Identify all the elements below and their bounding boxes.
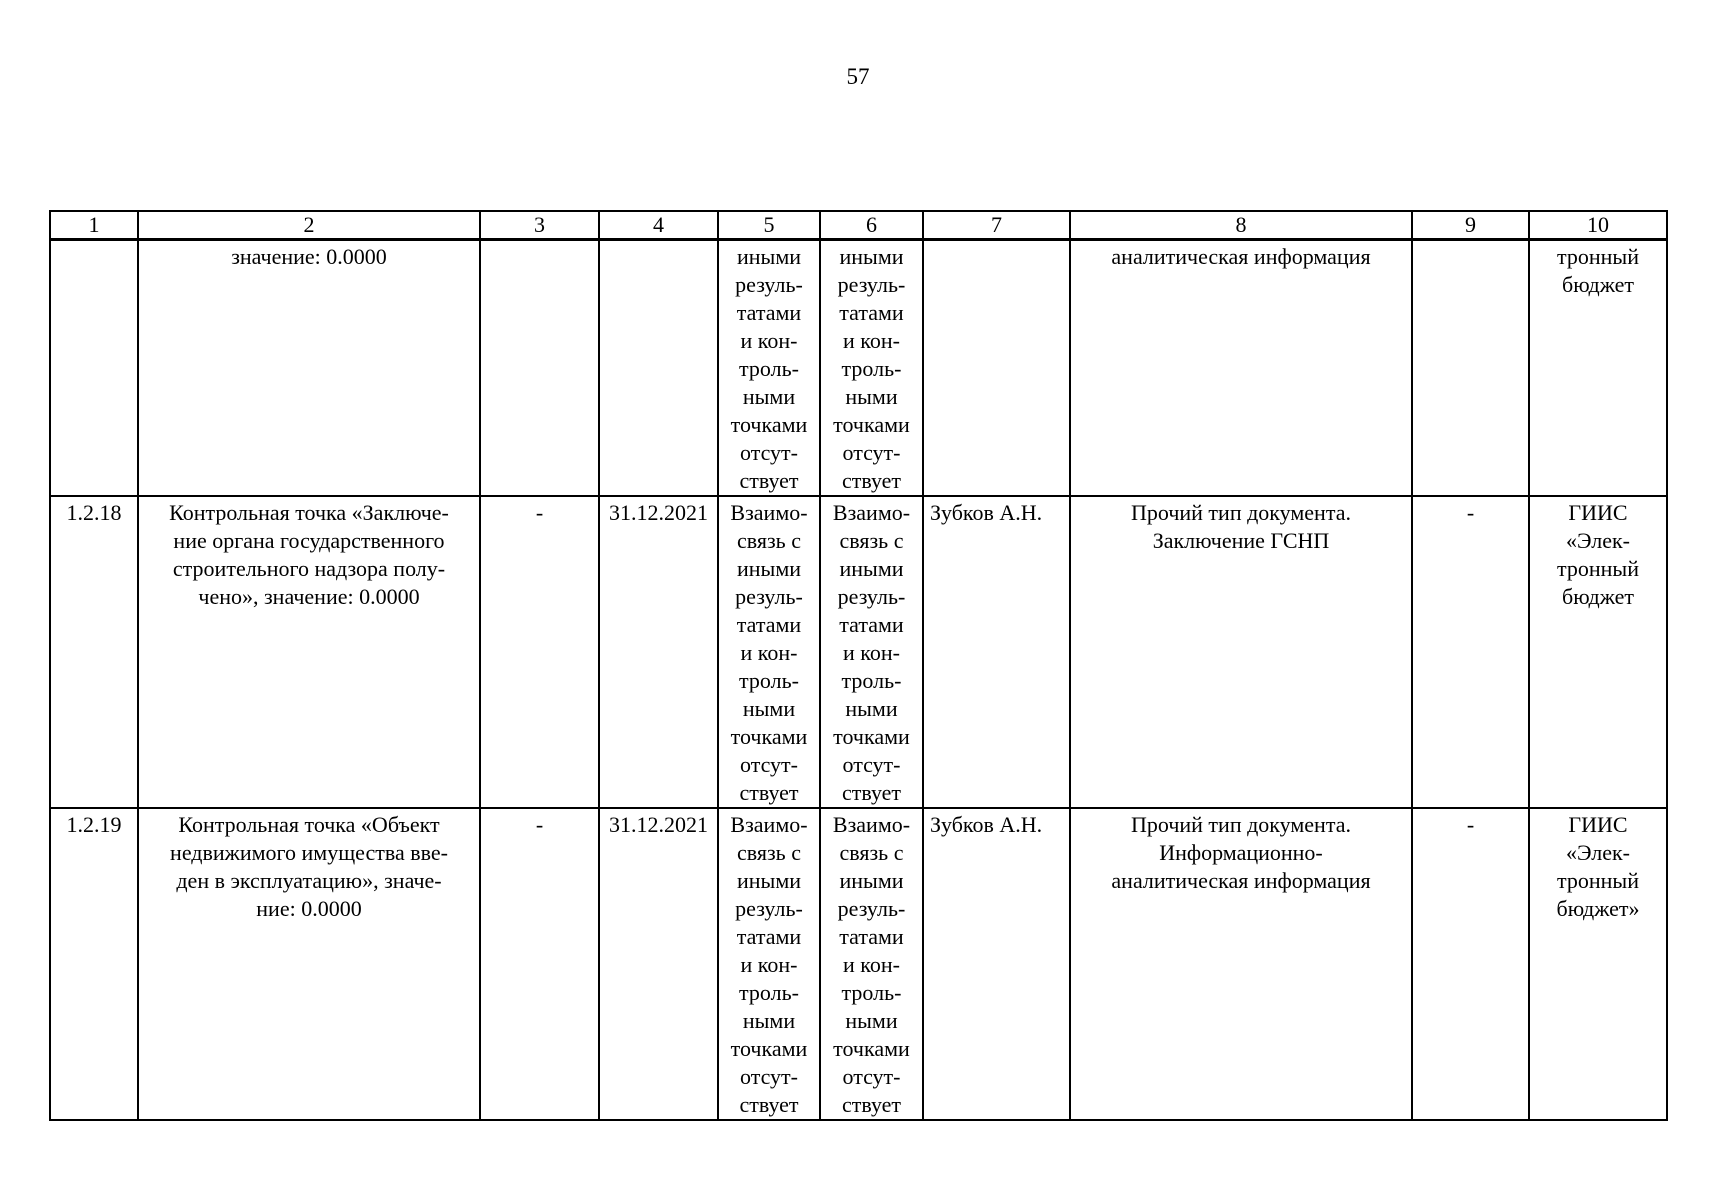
cell-line: точками <box>833 412 910 437</box>
cell-line: значение: 0.0000 <box>231 244 387 269</box>
relation-cell <box>718 240 820 497</box>
cell-line: чено», значение: 0.0000 <box>198 584 420 609</box>
cell-line: аналитическая информация <box>1111 868 1371 893</box>
cell-line: ными <box>845 1008 898 1033</box>
control-point-cell <box>138 240 480 497</box>
cell-text: Зубков А.Н. <box>930 812 1043 837</box>
cell-line: бюджет <box>1562 272 1634 297</box>
document-type-cell <box>1070 808 1412 1120</box>
column-header-7: 7 <box>923 211 1070 240</box>
cell-line: троль- <box>739 356 799 381</box>
system-cell <box>1529 240 1667 497</box>
responsible-cell <box>923 808 1070 1120</box>
item-number-cell <box>50 496 138 808</box>
cell-line: татами <box>736 300 802 325</box>
column-header-3: 3 <box>480 211 599 240</box>
responsible-cell <box>923 240 1070 497</box>
cell-line: ными <box>845 384 898 409</box>
cell-line: татами <box>839 300 904 325</box>
cell-text <box>600 241 717 243</box>
cell-line: троль- <box>841 356 902 381</box>
date-cell <box>599 240 718 497</box>
page-number: 57 <box>846 64 870 89</box>
cell-line: «Элек- <box>1566 528 1630 553</box>
cell-line: и кон- <box>740 328 798 353</box>
col-3-cell <box>480 240 599 497</box>
cell-text: - <box>535 500 544 525</box>
relation-cell <box>820 808 923 1120</box>
col-9-cell <box>1412 240 1529 497</box>
cell-line: и кон- <box>843 328 900 353</box>
cell-line: точками <box>730 724 808 749</box>
cell-line: связь с <box>737 528 801 553</box>
cell-line: ствует <box>739 1092 799 1117</box>
cell-text: - <box>1466 812 1475 837</box>
cell-line: отсут- <box>842 752 901 777</box>
cell-line: ными <box>742 696 796 721</box>
document-type-cell <box>1070 240 1412 497</box>
table-row <box>50 808 1667 1120</box>
item-number-cell <box>50 240 138 497</box>
date-cell <box>599 808 718 1120</box>
cell-line: резуль- <box>837 272 906 297</box>
cell-line: Прочий тип документа. <box>1131 500 1351 525</box>
cell-line: точками <box>833 724 910 749</box>
cell-line: татами <box>839 612 904 637</box>
cell-line: аналитическая информация <box>1111 244 1371 269</box>
cell-text: 1.2.18 <box>66 500 122 525</box>
cell-line: и кон- <box>740 952 798 977</box>
cell-line: тронный <box>1557 556 1639 581</box>
cell-line: «Элек- <box>1566 840 1630 865</box>
cell-text: 31.12.2021 <box>609 812 708 837</box>
cell-line: ными <box>742 384 796 409</box>
cell-line: отсут- <box>739 752 798 777</box>
cell-line: татами <box>736 924 802 949</box>
cell-line: иными <box>736 556 802 581</box>
cell-text <box>1413 241 1528 243</box>
cell-line: Информационно- <box>1159 840 1323 865</box>
cell-line: ными <box>742 1008 796 1033</box>
cell-line: точками <box>730 1036 808 1061</box>
cell-line: Взаимо- <box>730 500 808 525</box>
item-number-cell <box>50 808 138 1120</box>
cell-line: ствует <box>841 780 902 805</box>
col-9-cell <box>1412 808 1529 1120</box>
cell-line: недвижимого имущества вве- <box>170 840 448 865</box>
cell-line: резуль- <box>735 896 803 921</box>
cell-line: отсут- <box>842 1064 901 1089</box>
cell-line: резуль- <box>837 896 906 921</box>
cell-line: отсут- <box>842 440 901 465</box>
document-type-cell <box>1070 496 1412 808</box>
date-cell <box>599 496 718 808</box>
cell-line: ными <box>845 696 898 721</box>
cell-line: иными <box>839 244 904 269</box>
column-header-5: 5 <box>718 211 820 240</box>
cell-line: ден в эксплуатацию», значе- <box>176 868 442 893</box>
cell-line: связь с <box>839 840 904 865</box>
col-3-cell <box>480 496 599 808</box>
cell-line: отсут- <box>739 440 798 465</box>
cell-line: Взаимо- <box>730 812 808 837</box>
table-row <box>50 496 1667 808</box>
cell-line: татами <box>839 924 904 949</box>
cell-line: и кон- <box>843 640 900 665</box>
cell-line: и кон- <box>843 952 900 977</box>
table-row <box>50 240 1667 497</box>
control-point-cell <box>138 496 480 808</box>
cell-line: Прочий тип документа. <box>1131 812 1351 837</box>
cell-line: бюджет» <box>1556 896 1640 921</box>
relation-cell <box>820 496 923 808</box>
cell-line: ГИИС <box>1568 812 1628 837</box>
relation-cell <box>820 240 923 497</box>
cell-line: бюджет <box>1562 584 1634 609</box>
cell-line: троль- <box>739 668 799 693</box>
cell-line: и кон- <box>740 640 798 665</box>
cell-line: иными <box>839 556 904 581</box>
relation-cell <box>718 496 820 808</box>
cell-line: резуль- <box>735 272 803 297</box>
col-3-cell <box>480 808 599 1120</box>
cell-line: резуль- <box>837 584 906 609</box>
system-cell <box>1529 808 1667 1120</box>
cell-line: Заключение ГСНП <box>1152 528 1330 553</box>
cell-text: 31.12.2021 <box>609 500 708 525</box>
cell-line: ствует <box>739 780 799 805</box>
cell-line: ние органа государственного <box>173 528 445 553</box>
cell-line: тронный <box>1557 868 1639 893</box>
cell-line: связь с <box>839 528 904 553</box>
column-header-2: 2 <box>138 211 480 240</box>
column-header-1: 1 <box>50 211 138 240</box>
column-header-4: 4 <box>599 211 718 240</box>
cell-line: троль- <box>739 980 799 1005</box>
cell-text: - <box>1466 500 1475 525</box>
cell-line: строительного надзора полу- <box>172 556 446 581</box>
cell-line: точками <box>833 1036 910 1061</box>
cell-line: татами <box>736 612 802 637</box>
column-header-6: 6 <box>820 211 923 240</box>
results-table <box>49 210 1668 1121</box>
cell-line: иными <box>736 868 802 893</box>
column-header-10: 10 <box>1529 211 1667 240</box>
col-9-cell <box>1412 496 1529 808</box>
cell-line: точками <box>730 412 808 437</box>
cell-text: - <box>535 812 544 837</box>
cell-text <box>481 241 598 243</box>
column-number-row <box>50 211 1667 240</box>
cell-text: 1.2.19 <box>66 812 122 837</box>
cell-line: Взаимо- <box>832 812 911 837</box>
relation-cell <box>718 808 820 1120</box>
cell-line: Контрольная точка «Заключе- <box>169 500 449 525</box>
cell-line: ствует <box>841 1092 902 1117</box>
cell-line: троль- <box>841 668 902 693</box>
system-cell <box>1529 496 1667 808</box>
column-header-8: 8 <box>1070 211 1412 240</box>
cell-line: резуль- <box>735 584 803 609</box>
cell-line: Контрольная точка «Объект <box>178 812 440 837</box>
control-point-cell <box>138 808 480 1120</box>
cell-line: отсут- <box>739 1064 798 1089</box>
responsible-cell <box>923 496 1070 808</box>
cell-line: ние: 0.0000 <box>256 896 362 921</box>
cell-line: иными <box>736 244 802 269</box>
cell-line: троль- <box>841 980 902 1005</box>
cell-line: Взаимо- <box>832 500 911 525</box>
cell-line: тронный <box>1557 244 1639 269</box>
cell-line: ГИИС <box>1568 500 1628 525</box>
column-header-9: 9 <box>1412 211 1529 240</box>
cell-line: ствует <box>841 468 902 493</box>
cell-text: Зубков А.Н. <box>930 500 1043 525</box>
cell-line: иными <box>839 868 904 893</box>
cell-text <box>930 241 1069 243</box>
cell-text <box>51 241 137 243</box>
cell-line: связь с <box>737 840 801 865</box>
cell-line: ствует <box>739 468 799 493</box>
